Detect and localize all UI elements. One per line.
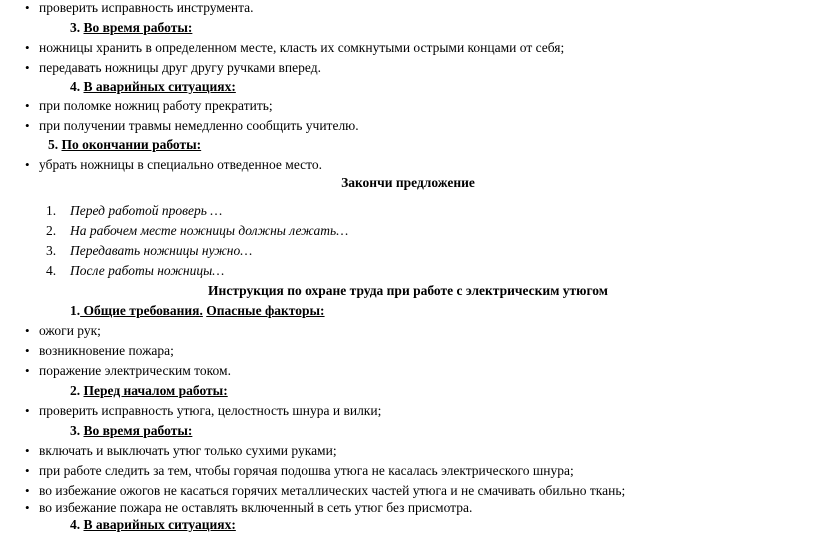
list-item: • убрать ножницы в специально отведенное место. bbox=[25, 157, 322, 172]
list-item: • при поломке ножниц работу прекратить; bbox=[25, 98, 273, 113]
list-item: • проверить исправность утюга, целостность шнура и вилки; bbox=[25, 403, 382, 418]
section-heading: 3. Во время работы: bbox=[70, 423, 193, 438]
list-item: • передавать ножницы друг другу ручками вперед. bbox=[25, 60, 321, 75]
bullet: • bbox=[25, 0, 30, 15]
task-item: 1. Перед работой проверь … bbox=[46, 203, 223, 218]
section-heading: 4. В аварийных ситуациях: bbox=[70, 517, 236, 532]
list-item: • проверить исправность инструмента. bbox=[25, 0, 254, 15]
section-heading: 3. Во время работы: bbox=[70, 20, 193, 35]
task-item: 4. После работы ножницы… bbox=[46, 263, 225, 278]
list-item: • поражение электрическим током. bbox=[25, 363, 231, 378]
list-item: • во избежание пожара не оставлять включенный в сеть утюг без присмотра. bbox=[25, 500, 473, 515]
section-heading: 5. По окончании работы: bbox=[48, 137, 202, 152]
section-heading: 1. Общие требования. Опасные факторы: bbox=[70, 303, 325, 318]
iron-instruction-title: Инструкция по охране труда при работе с электрическим утюгом bbox=[208, 283, 608, 298]
list-item: • возникновение пожара; bbox=[25, 343, 174, 358]
list-item: • при получении травмы немедленно сообщить учителю. bbox=[25, 118, 359, 133]
section-heading: 4. В аварийных ситуациях: bbox=[70, 79, 236, 94]
task-item: 2. На рабочем месте ножницы должны лежать… bbox=[46, 223, 349, 238]
list-item: • ножницы хранить в определенном месте, класть их сомкнутыми острыми концами от себя; bbox=[25, 40, 565, 55]
list-item: • при работе следить за тем, чтобы горячая подошва утюга не касалась электрического шнура; bbox=[25, 463, 574, 478]
list-item: • ожоги рук; bbox=[25, 323, 101, 338]
section-heading: 2. Перед началом работы: bbox=[70, 383, 228, 398]
list-item: • во избежание ожогов не касаться горячих металлических частей утюга и не смачивать обильно ткань; bbox=[25, 483, 626, 498]
task-item: 3. Передавать ножницы нужно… bbox=[46, 243, 253, 258]
task-title: Закончи предложение bbox=[341, 175, 475, 190]
list-item: • включать и выключать утюг только сухими руками; bbox=[25, 443, 337, 458]
